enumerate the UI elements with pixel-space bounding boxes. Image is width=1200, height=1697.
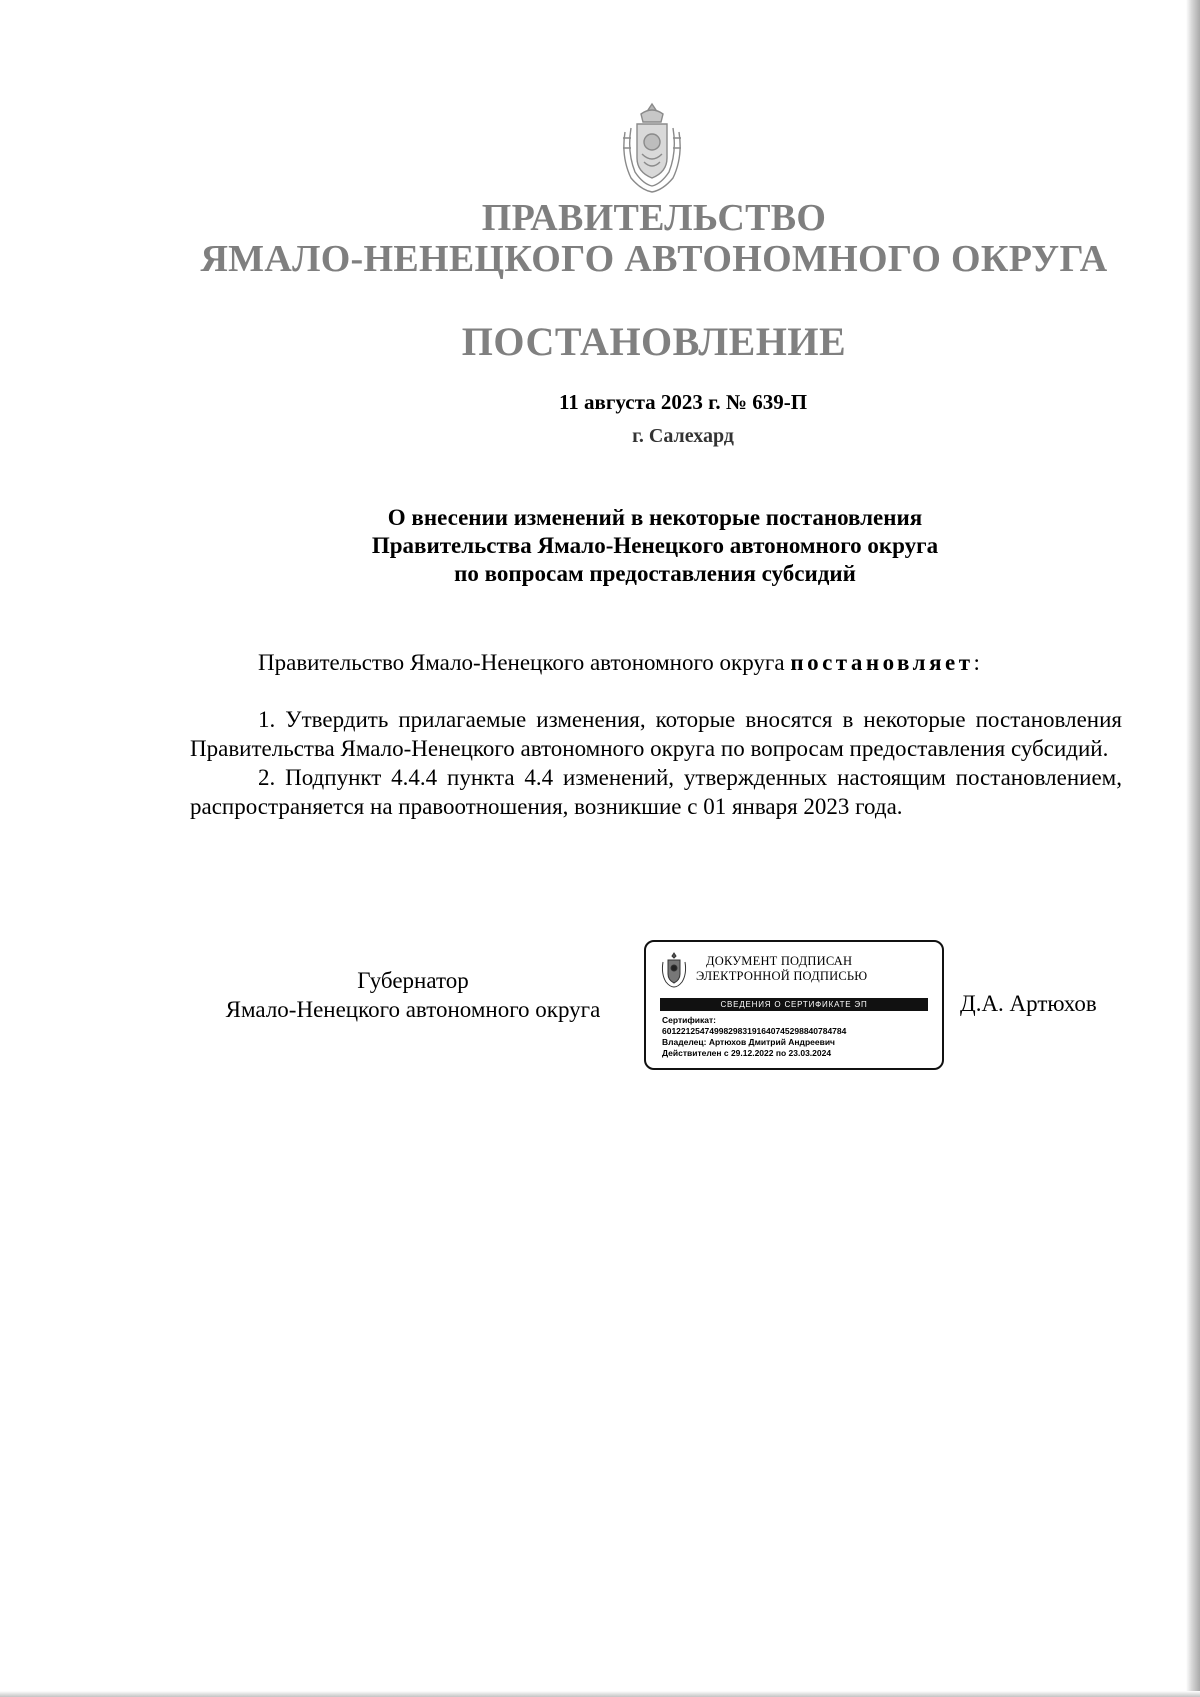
document-date-number: 11 августа 2023 г. № 639-П	[558, 390, 808, 414]
coat-of-arms-icon	[617, 102, 687, 194]
stamp-emblem-icon	[660, 952, 688, 988]
preamble-text: Правительство Ямало-Ненецкого автономного округа	[258, 650, 791, 675]
position-line: Губернатор	[357, 968, 469, 993]
subject-line: по вопросам предоставления субсидий	[454, 561, 856, 586]
document-subject	[0, 504, 1200, 588]
document-place: г. Салехард	[632, 425, 734, 447]
decree-item: 1. Утвердить прилагаемые изменения, которые вносятся в некоторые постановления Правительства Ямало-Ненецкого автономного округа по вопросам предоставления субсидий.	[190, 707, 1122, 761]
position-line: Ямало-Ненецкого автономного округа	[225, 997, 601, 1022]
certificate-number: 601221254749982983191640745298840784784	[662, 1026, 847, 1036]
subject-line: Правительства Ямало-Ненецкого автономного округа	[371, 533, 939, 558]
certificate-owner: Владелец: Артюхов Дмитрий Андреевич	[662, 1037, 835, 1047]
decree-item: 2. Подпункт 4.4.4 пункта 4.4 изменений, утвержденных настоящим постановлением, распространяется на правоотношения, возникшие с 01 января 2023 года.	[190, 765, 1122, 819]
stamp-title-line: ДОКУМЕНТ ПОДПИСАН	[706, 954, 853, 968]
decree-items	[190, 705, 1122, 821]
government-title-line1: ПРАВИТЕЛЬСТВО	[481, 197, 827, 239]
signer-name: Д.А. Артюхов	[960, 991, 1097, 1016]
stamp-title	[696, 954, 867, 984]
page-bottom-shadow	[0, 1691, 1200, 1697]
signatory-position	[190, 966, 636, 1024]
certificate-label: Сертификат:	[662, 1015, 716, 1025]
certificate-details	[662, 1015, 846, 1059]
preamble	[190, 648, 1122, 677]
decree-word: постановляет	[790, 650, 974, 675]
electronic-signature-stamp	[644, 940, 944, 1070]
stamp-title-line: ЭЛЕКТРОННОЙ ПОДПИСЬЮ	[696, 969, 868, 983]
preamble-colon: :	[973, 650, 980, 675]
subject-line: О внесении изменений в некоторые постановления	[387, 505, 923, 530]
certificate-validity: Действителен с 29.12.2022 по 23.03.2024	[662, 1048, 832, 1058]
document-type-title: ПОСТАНОВЛЕНИЕ	[461, 319, 847, 364]
certificate-info-bar: СВЕДЕНИЯ О СЕРТИФИКАТЕ ЭП	[660, 998, 928, 1011]
government-title-line2: ЯМАЛО-НЕНЕЦКОГО АВТОНОМНОГО ОКРУГА	[200, 238, 1108, 280]
